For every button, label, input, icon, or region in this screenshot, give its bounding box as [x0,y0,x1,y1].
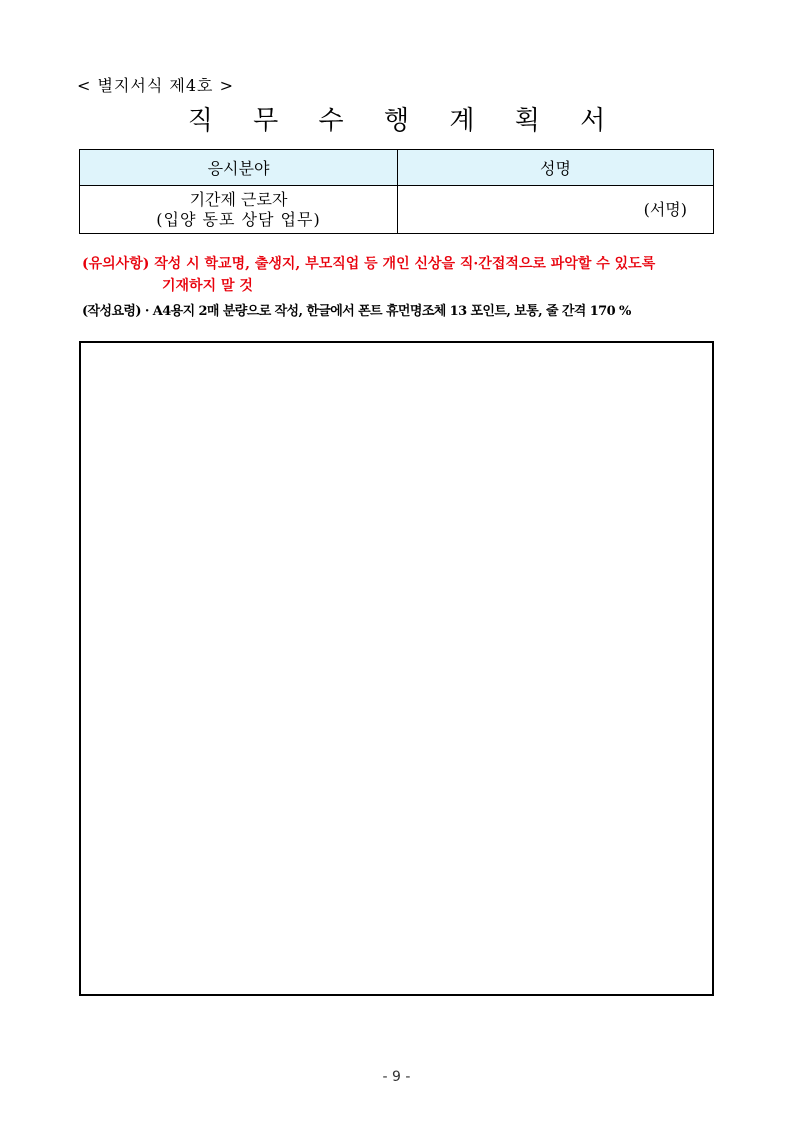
form-number-label: < 별지서식 제4호 > [77,76,234,95]
field-value-cell [80,186,398,234]
field-value-line1: 기간제 근로자 [189,189,288,209]
plan-content-area[interactable] [79,341,714,996]
caution-notice-line1: (유의사항) 작성 시 학교명, 출생지, 부모직업 등 개인 신상을 직·간접적으로 파악할 수 있도록 [82,256,656,272]
applicant-info-table [79,149,714,234]
table-header-row [80,150,714,186]
writing-guide: (작성요령) · A4용지 2매 분량으로 작성, 한글에서 폰트 휴먼명조체 13 포인트, 보통, 줄 간격 170 % [82,304,631,319]
page-number: - 9 - [382,1069,411,1085]
field-value-line2: (입양 동포 상담 업무) [156,209,321,229]
document-title: 직 무 수 행 계 획 서 [187,106,622,136]
name-header-cell: 성명 [398,150,714,186]
table-value-row [80,186,714,234]
caution-notice-line2: 기재하지 말 것 [162,278,253,294]
signature-label: (서명) [643,199,687,219]
caution-notice [82,253,655,297]
field-header-cell: 응시분야 [80,150,398,186]
name-signature-cell[interactable] [398,186,714,234]
